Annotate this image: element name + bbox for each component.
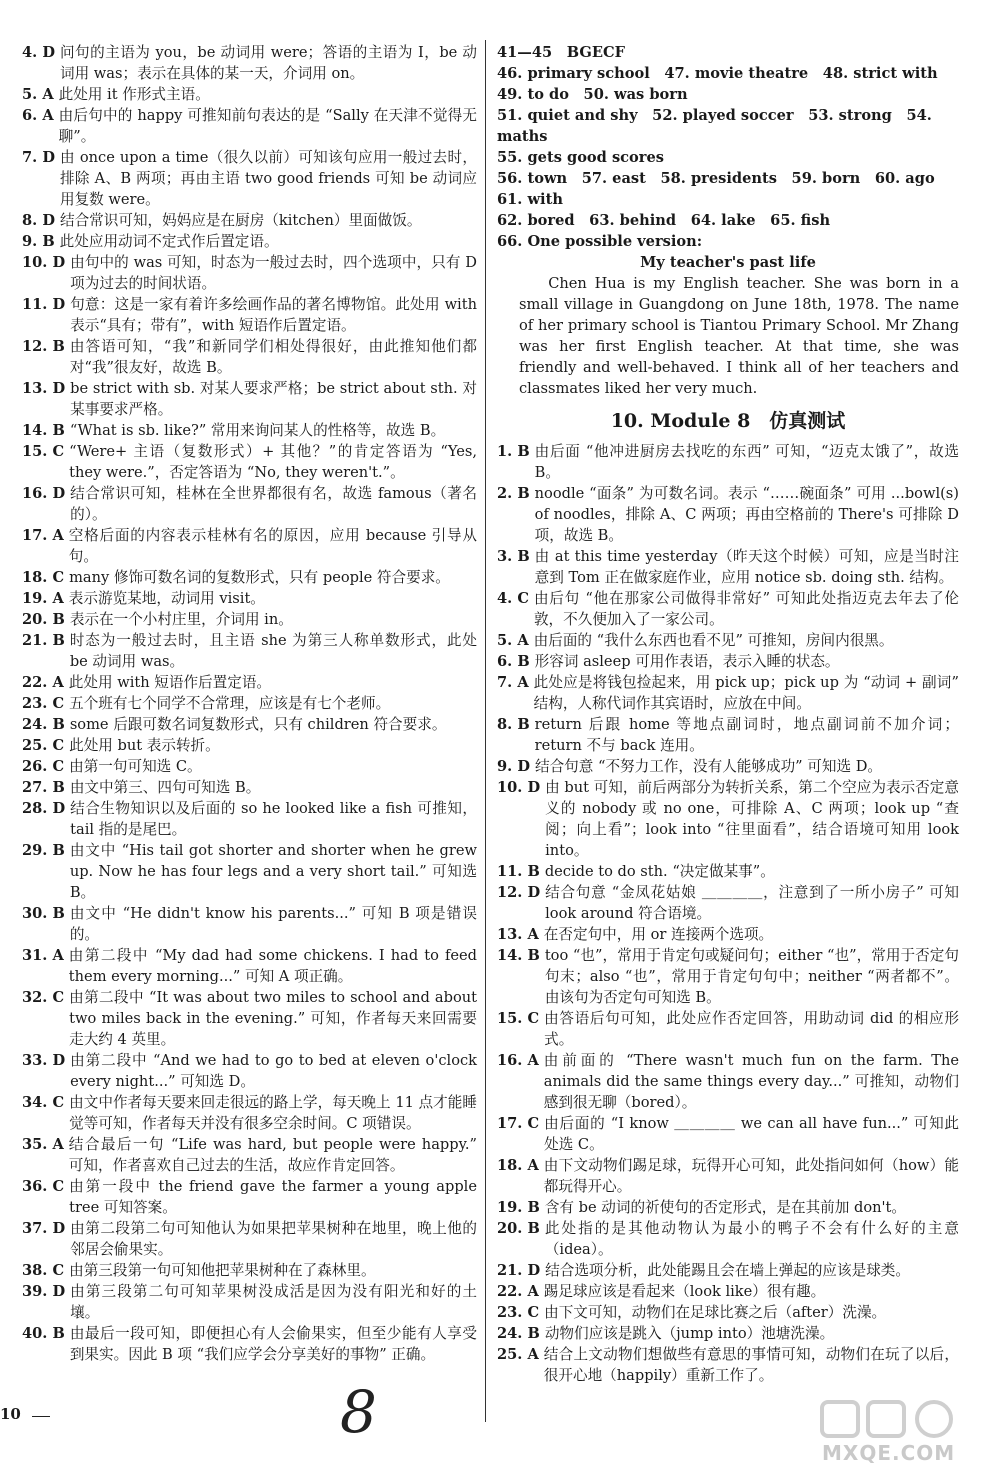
answer-number: 15. C [497, 1010, 540, 1027]
answer-explanation: 由第一段中 the friend gave the farmer a young apple tree 可知答案。 [69, 1178, 477, 1216]
answer-item [22, 420, 477, 441]
answer-item [497, 1008, 959, 1050]
answer-explanation: 五个班有七个同学不合常理，应该是有七个老师。 [69, 695, 391, 712]
answer-item [22, 483, 477, 525]
answer-number: 35. A [22, 1136, 64, 1153]
answer-item [22, 252, 477, 294]
answer-number: 19. B [497, 1199, 540, 1216]
answer-line: 46. primary school 47. movie theatre 48. strict with [497, 65, 938, 82]
answer-item [22, 945, 477, 987]
answer-number: 30. B [22, 905, 65, 922]
handwritten-mark: 8 [340, 1378, 377, 1446]
answer-item [22, 987, 477, 1050]
answer-number: 25. C [22, 737, 65, 754]
answer-item [22, 378, 477, 420]
answer-item [22, 1176, 477, 1218]
answer-item [22, 1260, 477, 1281]
answer-item [22, 903, 477, 945]
answer-number: 7. A [497, 674, 529, 691]
essay-title: My teacher's past life [640, 254, 816, 271]
answer-explanation: 由下文可知，动物们在足球比赛之后（after）洗澡。 [544, 1304, 887, 1321]
essay-body: Chen Hua is my English teacher. She was born in a small village in Guangdong on June 18th, 1978. The name of her primary school is Tiantou Primary School. Mr Zhang was her first English teacher. At that time, she was friendly and well-behaved. I think all of her teachers and classmates liked her very much. [519, 275, 959, 397]
answer-item [497, 441, 959, 483]
answer-explanation: 由后句 “他在那家公司做得非常好” 可知此处指迈克去年去了伦敦，不久便加入了一家公司。 [533, 590, 959, 628]
answer-explanation: 结合生物知识以及后面的 so he looked like a fish 可推知，tail 指的是尾巴。 [70, 800, 477, 838]
answer-line: 56. town 57. east 58. presidents 59. born 60. ago 61. with [497, 170, 950, 208]
answer-explanation: 此处应用动词不定式作后置定语。 [59, 233, 279, 250]
answer-number: 20. B [497, 1220, 540, 1237]
answer-number: 17. C [497, 1115, 540, 1132]
answer-item [497, 945, 959, 1008]
answer-item [22, 1134, 477, 1176]
answer-explanation: 结合常识可知，妈妈应是在厨房（kitchen）里面做饭。 [59, 212, 422, 229]
answer-item [22, 441, 477, 483]
answer-number: 26. C [22, 758, 65, 775]
answer-explanation: be strict with sb. 对某人要求严格；be strict about sth. 对某事要求严格。 [70, 380, 477, 418]
answer-item [22, 714, 477, 735]
answer-explanation: 结合句意 “金凤花姑娘 ＿＿＿＿，注意到了一所小房子” 可知 look around 符合语境。 [545, 884, 959, 922]
answer-number: 17. A [22, 527, 64, 544]
answer-item [497, 1197, 959, 1218]
answer-item [497, 924, 959, 945]
answer-number: 4. C [497, 590, 529, 607]
answer-number: 10. D [497, 779, 541, 796]
answer-number: 13. D [22, 380, 66, 397]
answer-item [22, 1281, 477, 1323]
answer-explanation: 由 once upon a time（很久以前）可知该句应用一般过去时，排除 A、B 两项；再由主语 two good friends 可知 be 动词应用复数 were。 [59, 149, 477, 208]
answer-explanation: 由后面 “他冲进厨房去找吃的东西” 可知，“迈克太饿了”，故选 B。 [534, 443, 959, 481]
answer-number: 21. D [497, 1262, 541, 1279]
answer-item [22, 105, 477, 147]
answer-explanation: 结合句意 “不努力工作，没有人能够成功” 可知选 D。 [534, 758, 882, 775]
answer-explanation: 由第三段第一句可知他把苹果树种在了森林里。 [69, 1262, 376, 1279]
answer-number: 3. B [497, 548, 530, 565]
answer-number: 19. A [22, 590, 64, 607]
answer-number: 22. A [497, 1283, 539, 1300]
module-title: 10. Module 8 仿真测试 [610, 410, 846, 432]
answer-item [22, 735, 477, 756]
answer-line: 66. One possible version: [497, 233, 703, 250]
answer-explanation: 由文中第三、四句可知选 B。 [69, 779, 261, 796]
answer-number: 27. B [22, 779, 65, 796]
answer-explanation: many 修饰可数名词的复数形式，只有 people 符合要求。 [69, 569, 450, 586]
answer-number: 18. A [497, 1157, 539, 1174]
answer-number: 12. D [497, 884, 541, 901]
answer-explanation: 由答语可知，“我”和新同学们相处得很好，由此推知他们都对“我”很友好，故选 B。 [69, 338, 477, 376]
answer-explanation: 由第二段中 “My dad had some chickens. I had to feed them every morning...” 可知 A 项正确。 [68, 947, 477, 985]
answer-number: 15. C [22, 443, 65, 460]
answer-number: 18. C [22, 569, 65, 586]
answer-explanation: 此处用 it 作形式主语。 [58, 86, 210, 103]
answer-item [497, 483, 959, 546]
answer-number: 20. B [22, 611, 65, 628]
answer-number: 6. B [497, 653, 530, 670]
watermark-text: MXQE.COM [822, 1441, 956, 1465]
answer-explanation: 由文中 “He didn't know his parents...” 可知 B 项是错误的。 [69, 905, 477, 943]
answer-explanation: 表示游览某地，动词用 visit。 [68, 590, 265, 607]
answer-item [497, 861, 959, 882]
answer-item [22, 1092, 477, 1134]
answer-item [22, 672, 477, 693]
answer-number: 28. D [22, 800, 66, 817]
watermark-icon [818, 1396, 960, 1442]
answer-explanation: 表示在一个小村庄里，介词用 in。 [69, 611, 293, 628]
answer-explanation: 此处用 with 短语作后置定语。 [68, 674, 272, 691]
answer-item [22, 693, 477, 714]
answer-explanation: 由第一句可知选 C。 [69, 758, 202, 775]
answer-line: 62. bored 63. behind 64. lake 65. fish [497, 212, 831, 229]
answer-item [497, 672, 959, 714]
answer-explanation: 由文中作者每天要来回走很远的路上学，每天晚上 11 点才能睡觉等可知，作者每天并没有很多空余时间。C 项错误。 [69, 1094, 477, 1132]
answer-number: 12. B [22, 338, 65, 355]
answer-item [22, 336, 477, 378]
answer-item [22, 777, 477, 798]
answer-item [22, 231, 477, 252]
answer-item [497, 651, 959, 672]
answer-line: 55. gets good scores [497, 149, 664, 166]
answer-number: 9. B [22, 233, 55, 250]
answer-item [497, 1155, 959, 1197]
answer-item [497, 1218, 959, 1260]
answer-number: 7. D [22, 149, 55, 166]
answer-item [22, 1050, 477, 1092]
answer-line: 51. quiet and shy 52. played soccer 53. strong 54. maths [497, 107, 937, 145]
answer-explanation: 由前面的 “There wasn't much fun on the farm. The animals did the same things every day...” 可推知，动物们感到很无聊（bored）。 [543, 1052, 959, 1111]
answer-number: 38. C [22, 1262, 65, 1279]
answer-number: 34. C [22, 1094, 65, 1111]
answer-item [497, 1302, 959, 1323]
answer-number: 14. B [22, 422, 65, 439]
answer-number: 13. A [497, 926, 539, 943]
answer-number: 36. C [22, 1178, 65, 1195]
answer-item [22, 567, 477, 588]
answer-explanation: 由第二段中 “It was about two miles to school and about two miles back in the evening.” 可知，作者每天来回需要走大约 4 英里。 [69, 989, 477, 1048]
answer-number: 4. D [22, 44, 55, 61]
answer-number: 24. B [497, 1325, 540, 1342]
module-answer-list [497, 441, 959, 1386]
answer-explanation: 由第二段第二句可知他认为如果把苹果树种在地里，晚上他的邻居会偷果实。 [70, 1220, 477, 1258]
answer-explanation: 由后面的 “我什么东西也看不见” 可推知，房间内很黑。 [533, 632, 894, 649]
watermark-logo [818, 1396, 960, 1464]
answer-item [497, 1344, 959, 1386]
answer-item [22, 84, 477, 105]
answer-item [497, 1113, 959, 1155]
answer-explanation: “What is sb. like?” 常用来询问某人的性格等，故选 B。 [69, 422, 446, 439]
answer-item [22, 147, 477, 210]
answer-explanation: 由答语后句可知，此处应作否定回答，用助动词 did 的相应形式。 [544, 1010, 959, 1048]
answer-number: 32. C [22, 989, 65, 1006]
answer-item [22, 630, 477, 672]
answer-explanation: 时态为一般过去时，且主语 she 为第三人称单数形式，此处 be 动词用 was。 [69, 632, 477, 670]
answer-number: 10. D [22, 254, 66, 271]
answer-number: 24. B [22, 716, 65, 733]
answer-item [497, 882, 959, 924]
answer-item [497, 756, 959, 777]
answer-explanation: 结合最后一句 “Life was hard, but people were happy.” 可知，作者喜欢自己过去的生活，故应作肯定回答。 [68, 1136, 477, 1174]
answer-item [497, 588, 959, 630]
answer-explanation: 含有 be 动词的祈使句的否定形式，是在其前加 don't。 [544, 1199, 906, 1216]
answer-item [22, 1323, 477, 1365]
answer-item [22, 798, 477, 840]
answer-number: 1. B [497, 443, 530, 460]
answer-item [22, 756, 477, 777]
answer-number: 31. A [22, 947, 64, 964]
answer-number: 16. D [22, 485, 66, 502]
fill-in-answers [497, 42, 959, 252]
answer-explanation: 由第二段中 “And we had to go to bed at eleven o'clock every night...” 可知选 D。 [70, 1052, 477, 1090]
answer-explanation: 空格后面的内容表示桂林有名的原因，应用 because 引导从句。 [68, 527, 477, 565]
answer-explanation: 踢足球应该是看起来（look like）很有趣。 [543, 1283, 826, 1300]
answer-explanation: 此处应是将钱包捡起来，用 pick up；pick up 为 “动词 + 副词” 结构，人称代词作其宾语时，应放在中间。 [533, 674, 959, 712]
right-column [497, 42, 959, 1386]
answer-number: 14. B [497, 947, 540, 964]
answer-number: 23. C [497, 1304, 540, 1321]
answer-explanation: 在否定句中，用 or 连接两个选项。 [543, 926, 774, 943]
answer-explanation: 问句的主语为 you，be 动词用 were；答语的主语为 I，be 动词用 was；表示在具体的某一天，介词用 on。 [59, 44, 477, 82]
answer-number: 33. D [22, 1052, 66, 1069]
answer-explanation: 此处指的是其他动物认为最小的鸭子不会有什么好的主意（idea）。 [544, 1220, 959, 1258]
answer-item [22, 210, 477, 231]
answer-number: 37. D [22, 1220, 66, 1237]
answer-explanation: 由下文动物们踢足球，玩得开心可知，此处指问如何（how）能都玩得开心。 [543, 1157, 959, 1195]
answer-item [22, 294, 477, 336]
answer-item [497, 1323, 959, 1344]
answer-number: 8. B [497, 716, 530, 733]
answer-explanation: 此处用 but 表示转折。 [69, 737, 220, 754]
answer-item [22, 588, 477, 609]
answer-item [497, 630, 959, 651]
answer-explanation: 由 but 可知，前后两部分为转折关系，第二个空应为表示否定意义的 nobody 或 no one，可排除 A、C 两项；look up “查阅；向上看”；look into “往里面看”，结合语境可知用 look into。 [545, 779, 959, 859]
answer-item [22, 42, 477, 84]
answer-line: 49. to do 50. was born [497, 86, 688, 103]
footer-dash [32, 1416, 50, 1417]
answer-item [22, 1218, 477, 1260]
answer-item [497, 777, 959, 861]
answer-number: 6. A [22, 107, 54, 124]
answer-number: 23. C [22, 695, 65, 712]
answer-explanation: noodle “面条” 为可数名词。表示 “……碗面条” 可用 ...bowl(s) of noodles，排除 A、C 两项；再由空格前的 There's 可排除 D 项，故选 B。 [534, 485, 959, 544]
answer-number: 5. A [497, 632, 529, 649]
answer-number: 9. D [497, 758, 530, 775]
answer-item [497, 714, 959, 756]
answer-item [22, 609, 477, 630]
page-number: 10 [0, 1405, 21, 1423]
answer-explanation: 由后面的 “I know ＿＿＿＿ we can all have fun...” 可知此处选 C。 [544, 1115, 959, 1153]
answer-number: 25. A [497, 1346, 539, 1363]
answer-number: 16. A [497, 1052, 539, 1069]
answer-line: 41—45 BGECF [497, 44, 625, 61]
answer-explanation: 结合上文动物们想做些有意思的事情可知，动物们在玩了以后，很开心地（happily）重新工作了。 [543, 1346, 959, 1384]
answer-number: 2. B [497, 485, 530, 502]
answer-number: 22. A [22, 674, 64, 691]
answer-number: 5. A [22, 86, 54, 103]
answer-explanation: 由句中的 was 可知，时态为一般过去时，四个选项中，只有 D 项为过去的时间状语。 [70, 254, 477, 292]
answer-explanation: 由最后一段可知，即便担心有人会偷果实，但至少能有人享受到果实。因此 B 项 “我们应学会分享美好的事物” 正确。 [69, 1325, 477, 1363]
answer-number: 11. B [497, 863, 540, 880]
answer-number: 11. D [22, 296, 66, 313]
answer-explanation: decide to do sth. “决定做某事”。 [544, 863, 775, 880]
answer-item [22, 525, 477, 567]
answer-explanation: too “也”，常用于肯定句或疑问句；either “也”，常用于否定句句末；also “也”，常用于肯定句句中；neither “两者都不”。由该句为否定句可知选 B。 [544, 947, 959, 1006]
answer-explanation: 由 at this time yesterday（昨天这个时候）可知，应是当时注意到 Tom 正在做家庭作业，应用 notice sb. doing sth. 结构。 [534, 548, 959, 586]
answer-explanation: 由第三段第二句可知苹果树没成活是因为没有阳光和好的土壤。 [70, 1283, 477, 1321]
answer-number: 21. B [22, 632, 65, 649]
column-divider [485, 40, 486, 1422]
answer-number: 40. B [22, 1325, 65, 1342]
answer-item [497, 546, 959, 588]
answer-explanation: return 后跟 home 等地点副词时，地点副词前不加介词；return 不与 back 连用。 [534, 716, 959, 754]
answer-item [22, 840, 477, 903]
answer-item [497, 1050, 959, 1113]
answer-explanation: 结合选项分析，此处能踢且会在墙上弹起的应该是球类。 [545, 1262, 910, 1279]
answer-explanation: 由文中 “His tail got shorter and shorter when he grew up. Now he has four legs and a very short tail.” 可知选 B。 [69, 842, 477, 901]
answer-explanation: 动物们应该是跳入（jump into）池塘洗澡。 [544, 1325, 835, 1342]
answer-item [497, 1281, 959, 1302]
answer-explanation: 由后句中的 happy 可推知前句表达的是 “Sally 在天津不觉得无聊”。 [58, 107, 477, 145]
answer-explanation: 结合常识可知，桂林在全世界都很有名，故选 famous（著名的）。 [70, 485, 477, 523]
left-column [22, 42, 477, 1365]
answer-item [497, 1260, 959, 1281]
answer-number: 8. D [22, 212, 55, 229]
answer-explanation: some 后跟可数名词复数形式，只有 children 符合要求。 [69, 716, 447, 733]
answer-number: 29. B [22, 842, 65, 859]
answer-explanation: 形容词 asleep 可用作表语，表示入睡的状态。 [534, 653, 840, 670]
answer-number: 39. D [22, 1283, 66, 1300]
answer-explanation: “Were+ 主语（复数形式）+ 其他？”的肯定答语为 “Yes, they were.”，否定答语为 “No, they weren't.”。 [69, 443, 477, 481]
answer-explanation: 句意：这是一家有着许多绘画作品的著名博物馆。此处用 with 表示“具有；带有”，with 短语作后置定语。 [70, 296, 477, 334]
